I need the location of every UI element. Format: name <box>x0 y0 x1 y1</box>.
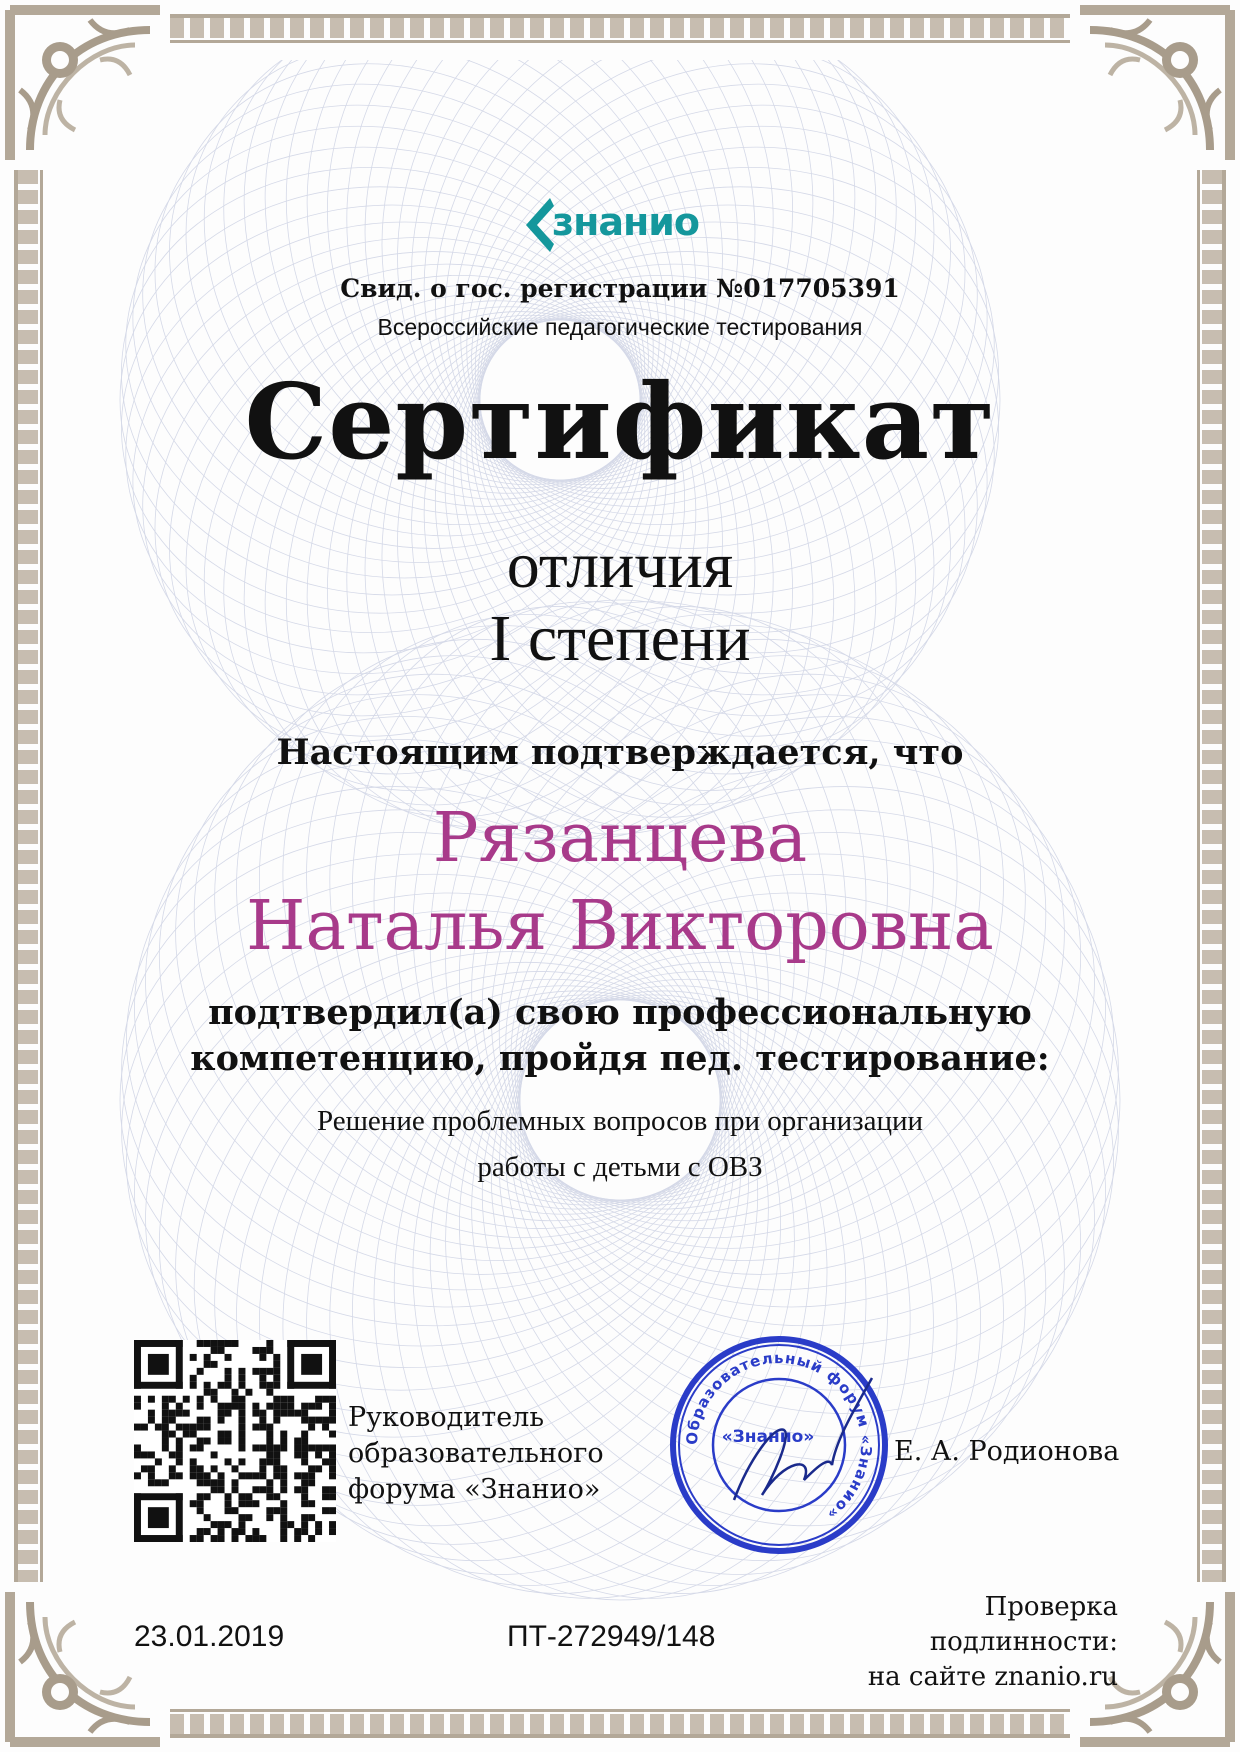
subtitle: Всероссийские педагогические тестирования <box>377 314 863 340</box>
recipient-given-names: Наталья Викторовна <box>246 887 994 966</box>
test-topic <box>0 1098 1240 1190</box>
recipient-surname: Рязанцева <box>432 799 808 878</box>
official-stamp <box>664 1330 894 1560</box>
degree-line-1: отличия <box>506 529 734 602</box>
stamp-center-text: «Знанио» <box>721 1427 815 1447</box>
stamp-ring-text: Образовательный форум «Знанио» <box>682 1348 876 1524</box>
competence-line-2: компетенцию, пройдя пед. тестирование: <box>190 1038 1050 1079</box>
degree <box>0 530 1240 675</box>
head-title-line-2: образовательного <box>348 1438 604 1469</box>
head-title-line-3: форума «Знанио» <box>348 1474 601 1505</box>
issue-date: 23.01.2019 <box>134 1620 285 1653</box>
certificate-title: Сертификат <box>244 360 996 483</box>
verify-line-3: на сайте znanio.ru <box>867 1662 1118 1692</box>
registration-number: Свид. о гос. регистрации №017705391 <box>340 274 900 303</box>
verification-info <box>868 1590 1118 1695</box>
topic-line-2: работы с детьми с ОВЗ <box>477 1151 763 1183</box>
signer-name: Е. А. Родионова <box>894 1436 1120 1467</box>
verify-line-2: подлинности: <box>929 1627 1118 1657</box>
corner-ornament-top-right <box>1070 0 1240 170</box>
topic-line-1: Решение проблемных вопросов при организации <box>316 1105 923 1137</box>
corner-ornament-top-left <box>0 0 170 170</box>
logo-text: знанио <box>552 200 699 244</box>
head-title <box>348 1400 604 1508</box>
confirm-text: Настоящим подтверждается, что <box>276 732 964 773</box>
top-border-stripe <box>170 18 1070 38</box>
qr-code[interactable] <box>134 1340 336 1542</box>
recipient-name <box>0 795 1240 971</box>
competence-line-1: подтвердил(а) свою профессиональную <box>208 992 1032 1033</box>
corner-ornament-bottom-left <box>0 1582 170 1752</box>
head-title-line-1: Руководитель <box>348 1402 545 1433</box>
competence-text <box>0 990 1240 1082</box>
bottom-border-stripe <box>170 1714 1070 1734</box>
degree-line-2: I степени <box>489 601 751 675</box>
certificate-code: ПТ-272949/148 <box>507 1620 716 1653</box>
verify-line-1: Проверка <box>984 1592 1118 1622</box>
